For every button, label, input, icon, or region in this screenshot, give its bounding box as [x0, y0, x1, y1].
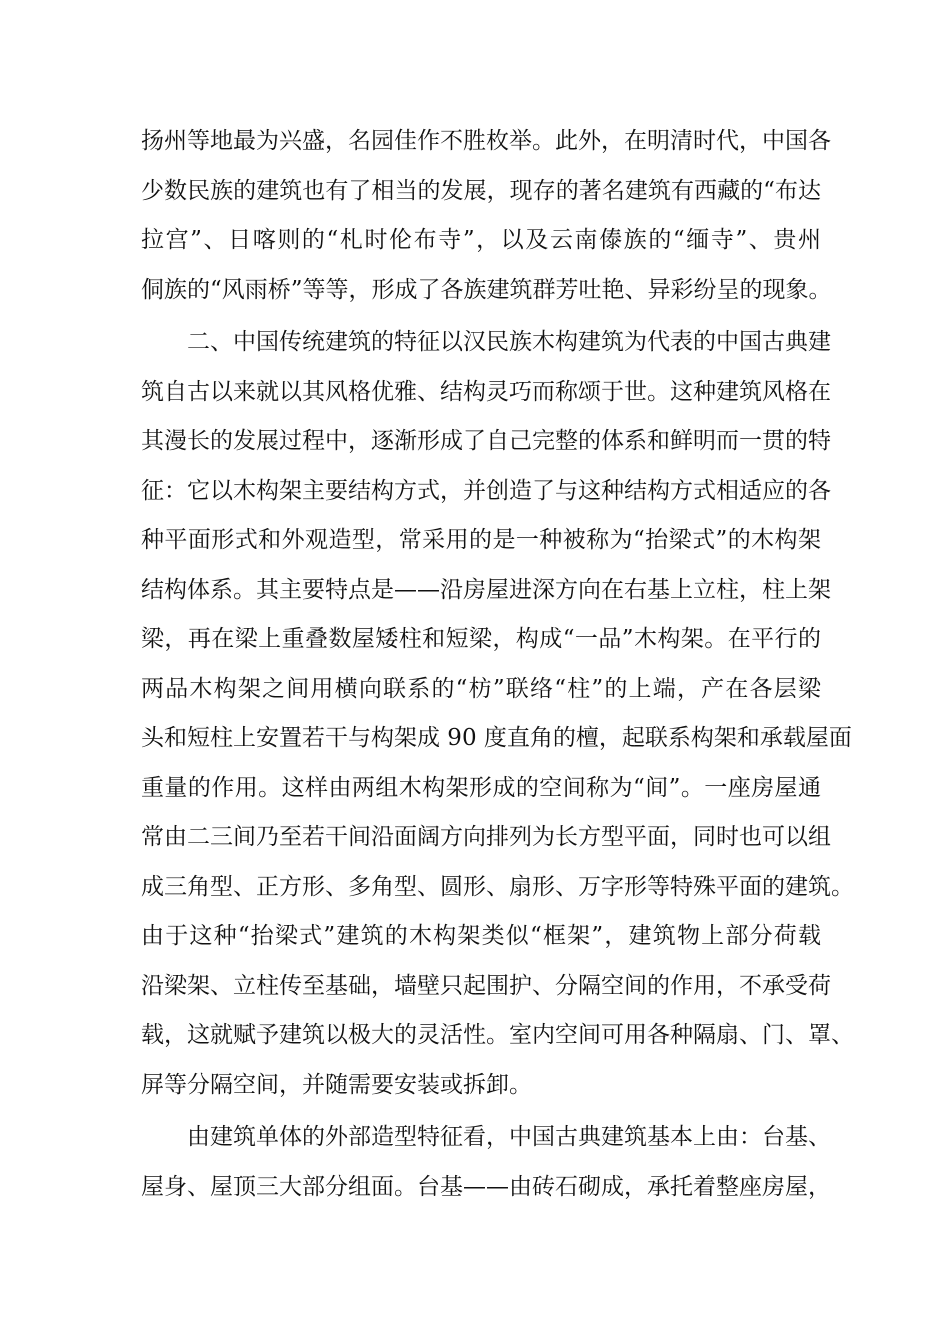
- text-line: 筑自古以来就以其风格优雅、结构灵巧而称颂于世。这种建筑风格在: [141, 378, 831, 405]
- text-line: 常由二三间乃至若干间沿面阔方向排列为长方型平面，同时也可以组: [141, 824, 831, 850]
- text-line: 载，这就赋予建筑以极大的灵活性。室内空间可用各种隔扇、门、罩、: [141, 1022, 854, 1048]
- text-line: 结构体系。其主要特点是——沿房屋进深方向在右基上立柱，柱上架: [141, 576, 831, 603]
- text-line: 成三角型、正方形、多角型、圆形、扇形、万字形等特殊平面的建筑。: [141, 873, 854, 900]
- text-line: 头和短柱上安置若干与构架成 90 度直角的檀，起联系构架和承载屋面: [141, 725, 852, 751]
- text-line: 两品木构架之间用横向联系的“枋”联络“柱”的上端，产在各层梁: [141, 675, 821, 702]
- text-line: 其漫长的发展过程中，逐渐形成了自己完整的体系和鲜明而一贯的特: [141, 428, 831, 454]
- text-line: 重量的作用。这样由两组木构架形成的空间称为“间”。一座房屋通: [141, 774, 821, 801]
- text-line: 屋身、屋顶三大部分组面。台基——由砖石砌成，承托着整座房屋，: [141, 1173, 831, 1200]
- text-line: 二、中国传统建筑的特征以汉民族木构建筑为代表的中国古典建: [187, 329, 831, 355]
- paragraph-2: [141, 318, 854, 1110]
- text-line: 种平面形式和外观造型，常采用的是一种被称为“抬梁式”的木构架: [141, 527, 821, 553]
- text-line: 屏等分隔空间，并随需要安装或拆卸。: [141, 1071, 532, 1098]
- paragraph-3: [141, 1113, 831, 1212]
- text-line: 扬州等地最为兴盛，名园佳作不胜枚举。此外，在明清时代，中国各: [141, 128, 831, 154]
- text-line: 沿梁架、立柱传至基础，墙壁只起围护、分隔空间的作用，不承受荷: [141, 972, 831, 999]
- paragraph-1: [141, 117, 832, 315]
- text-line: 少数民族的建筑也有了相当的发展，现存的著名建筑有西藏的“布达: [141, 177, 821, 204]
- text-line: 侗族的“风雨桥”等等，形成了各族建筑群芳吐艳、异彩纷呈的现象。: [141, 276, 832, 303]
- text-line: 由于这种“抬梁式”建筑的木构架类似“框架”，建筑物上部分荷载: [141, 923, 821, 949]
- text-line: 梁，再在梁上重叠数屋矮柱和短梁，构成“一品”木构架。在平行的: [141, 626, 821, 652]
- text-line: 拉宫”、日喀则的“札时伦布寺”，以及云南傣族的“缅寺”、贵州: [141, 227, 821, 253]
- text-line: 征：它以木构架主要结构方式，并创造了与这种结构方式相适应的各: [141, 477, 831, 504]
- text-line: 由建筑单体的外部造型特征看，中国古典建筑基本上由：台基、: [187, 1124, 831, 1150]
